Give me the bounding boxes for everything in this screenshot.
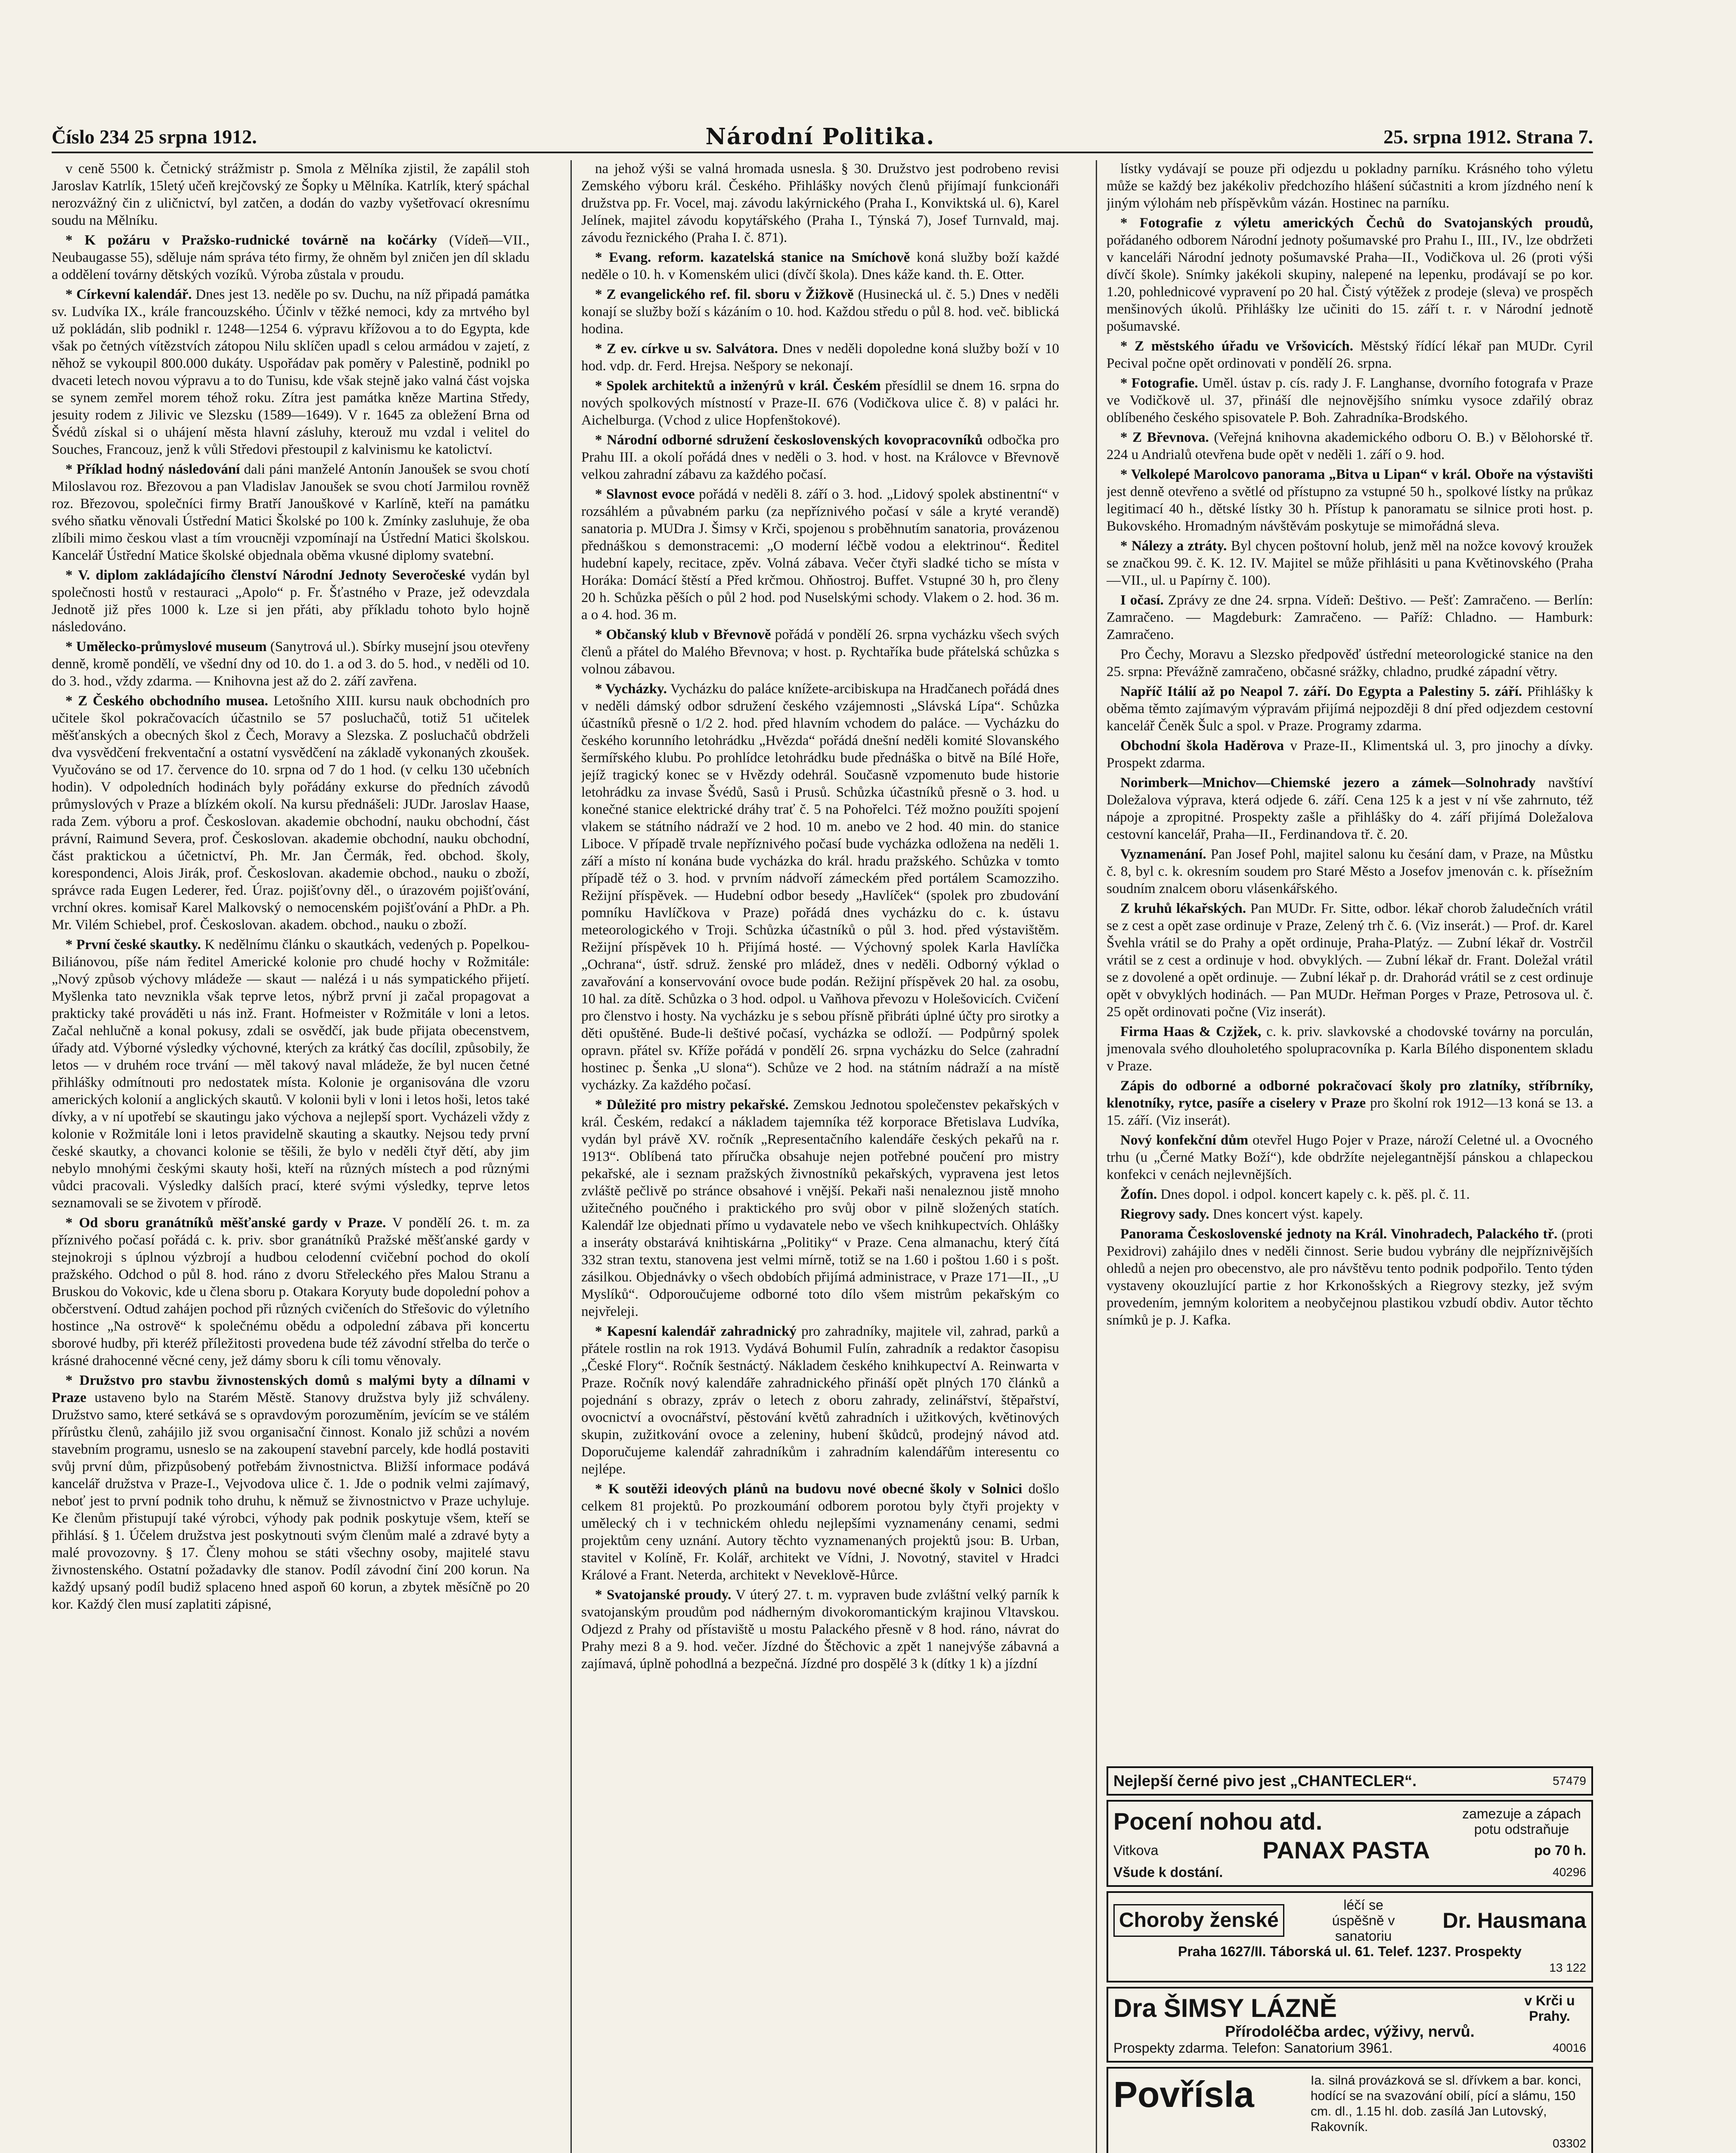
article-paragraph bbox=[1107, 1186, 1593, 1203]
article-paragraph bbox=[581, 160, 1059, 246]
article-heading: * Velkolepé Marolcovo panorama „Bitva u Lipan“ v král. Oboře na výstavišti bbox=[1120, 467, 1593, 482]
article-paragraph bbox=[581, 1480, 1059, 1584]
article-text: V pondělí 26. t. m. za příznivého počasí pořádá c. k. priv. sbor granátníků Pražské měšťanské gardy v stejnokroji s úplnou výzbrojí a hudbou celodenní cvičební pochod do okolí pražského. Odchod o půl 8. hod. ráno z dvoru Střeleckého přes Malou Stranu a Bruskou do Vokovic, kde u člena sboru p. Otakara Koryuty bude dopolední pohov a občerstvení. Odtud zahájen pochod při různých cvičeních do Střešovic do výletního hostince „Na ostrově“ k společnému obědu a odpolední zábava při koncertu sborové hudby, při kteréž příležitosti provedena bude též závodní střelba do terče o krásné drahocenné věcné ceny, jež dámy sboru k cíli tomu věnovaly. bbox=[52, 1215, 530, 1368]
article-text: Pro Čechy, Moravu a Slezsko předpověď ústřední meteorologické stanice na den 25. srpna: Převážně zamračeno, občasné srážky, chladno, prudké západní větry. bbox=[1107, 647, 1593, 679]
article-text: navštíví Doležalova výprava, která odjede 6. září. Cena 125 k a jest v ní vše zahrnuto, též nápoje a zpropitné. Prospekty zašle a přihlášky do 4. září přijímá Doležalova cestovní kancelář, Praha—II., Ferdinandova tř. č. 20. bbox=[1107, 775, 1593, 842]
article-text: K nedělnímu článku o skautkách, vedených p. Popelkou-Biliánovou, píše nám ředitel Americké kolonie pro chudé hochy v Rožmitále: „Nový způsob výchovy mládeže — skaut — nalézá i u nás sympatického přijetí. Myšlenka tato nevznikla však teprve letos, nýbrž první ji začal propagovat a prakticky také prováděti u nás inž. Frant. Hofmeister v Rožmitále v loni a letos. Začal nehlučně a konal pokusy, zdali se osvědčí, jak bude přijata obecenstvem, úřady atd. Výborné výsledky výchovné, kterých za krátký čas docílil, způsobily, že letos — v druhém roce trvání — měl takový naval mládeže, že byl nucen četné přihlášky odmítnouti pro nedostatek místa. Kolonie je organisována dle vzoru amerických kolonií a anglických skautů. V kolonii byli v loni i letos hoši, letos také dívky, a v ní upotřebí se skautingu jako výchova a nejlepší sport. Vycházeli vždy z kolonie v Rožmitále loni i letos pravidelně skauting a skautky. Nejsou tedy první české skautky, a chovanci kolonie se těšili, že bylo v neděli čtyř dětí, aby jim nebylo mnohými českými skauty hoši, kteří na různých místech a pod různými vůdci pracovali. Výsledky dalších prací, které svými výsledky, teprve letos seznamovali se se životem v přírodě. bbox=[52, 937, 530, 1211]
ad-panax-num: 40296 bbox=[1553, 1865, 1586, 1879]
article-paragraph bbox=[52, 461, 530, 564]
article-text: odbočka pro Prahu III. a okolí pořádá dnes v neděli o 3. hod. v host. na Královce v Břevnově velkou zahradní zábavu za každého počasí. bbox=[581, 432, 1059, 482]
ad-simsy-title: Dra ŠIMSY LÁZNĚ bbox=[1113, 1994, 1337, 2023]
article-paragraph bbox=[1107, 1206, 1593, 1223]
ad-povrisla-num: 03302 bbox=[1553, 2137, 1586, 2150]
article-paragraph bbox=[581, 486, 1059, 624]
article-heading: * Spolek architektů a inženýrů v král. Českém bbox=[595, 378, 881, 394]
article-paragraph bbox=[1107, 774, 1593, 843]
article-heading: Zápis do odborné a odborné pokračovací školy pro zlatníky, stříbrníky, klenotníky, rytce, pasíře a ciselery v Praze bbox=[1107, 1078, 1593, 1111]
article-paragraph bbox=[52, 232, 530, 283]
ad-simsy-sub: Přírodoléčba ardec, výživy, nervů. bbox=[1225, 2023, 1475, 2040]
article-text: jest denně otevřeno a světlé od přístupno za vstupné 50 h., spolkové lístky na průkaz legitimací 40 h., dětské lístky 30 h. Přístup k panoramatu se silnice proti host. p. Bukovského. Hromadným návštěvám poskytuje se mimořádná sleva. bbox=[1107, 484, 1593, 534]
article-heading: Norimberk—Mnichov—Chiemské jezero a zámek—Solnohrady bbox=[1120, 775, 1536, 791]
article-paragraph bbox=[581, 249, 1059, 283]
article-text: pořádaného odborem Národní jednoty pošumavské pro Prahu I., III., IV., lze obdržeti v kanceláři Národní jednoty pošumavské Praha—II., Vodičkova ul. 26 (proti výši dívčí škole). Snímky jakékoli skupiny, nalepené na lepenku, prodávají se po kor. 1.20, pohlednicové vypravení po 20 hal. Čistý výtěžek z prodeje (sleva) ve prospěch menšinových úkolů. Přihlášky lze učiniti do 15. září t. r. v Národní jednotě pošumavské. bbox=[1107, 233, 1593, 334]
article-heading: * Evang. reform. kazatelská stanice na Smíchově bbox=[595, 250, 910, 265]
article-heading: * Důležité pro mistry pekařské. bbox=[595, 1097, 789, 1113]
article-heading: I očasí. bbox=[1120, 593, 1164, 608]
article-paragraph bbox=[1107, 1023, 1593, 1075]
article-heading: * Kapesní kalendář zahradnický bbox=[595, 1324, 797, 1339]
masthead-title: Národní Politika. bbox=[705, 123, 935, 150]
ad-panax bbox=[1107, 1800, 1593, 1887]
article-heading: * K soutěži ideových plánů na budovu nové obecné školy v Solnici bbox=[595, 1481, 1023, 1497]
ad-chantecler bbox=[1107, 1766, 1593, 1796]
article-text: Dnes koncert výst. kapely. bbox=[1212, 1207, 1363, 1222]
article-text: pro zahradníky, majitele vil, zahrad, parků a přátele rostlin na rok 1913. Vydává Bohumil Fulín, zahradník a redaktor časopisu „České Flory“. Ročník šestnáctý. Nákladem českého knihkupectví A. Reinwarta v Praze. Ročník nový kalendáře zahradnického přináší opět plných 170 článků a pojednání s obrazy, zpráv o letech z oboru zahrady, zelinářství, štěpařství, ovocnictví a ovocnářství, pěstování květů zahradních i užitkových, květinových skupin, zužitkování ovoce a zeleniny, hubení škůdců, prodejný návod atd. Doporučujeme kalendář zahradníkům i zahradním kalendářům interesentu co nejlépe. bbox=[581, 1324, 1059, 1477]
article-paragraph bbox=[1107, 1077, 1593, 1129]
article-heading: * Církevní kalendář. bbox=[65, 287, 192, 302]
article-text: pro školní rok 1912—13 koná se 13. a 15. září. (Viz inserát). bbox=[1107, 1095, 1593, 1128]
article-heading: * Fotografie z výletu amerických Čechů do Svatojanských proudů, bbox=[1120, 215, 1593, 231]
article-text: Byl chycen poštovní holub, jenž měl na nožce kovový kroužek se značkou 99. č. K. 12. IV. Majitel se může přihlásiti u pana Květinovského (Praha—VII., ul. u Papírny č. 100). bbox=[1107, 538, 1593, 588]
article-heading: Napříč Itálií až po Neapol 7. září. Do Egypta a Palestiny 5. září. bbox=[1120, 684, 1522, 699]
article-text: na jehož výši se valná hromada usnesla. § 30. Družstvo jest podrobeno revisi Zemského výboru král. Českého. Přihlášky nových členů přijímají funkcionáři družstva pp. Fr. Vocel, maj. závodu lakýrnického (Praha I., Konviktská ul. 6), Karel Jelínek, majitel závodu kopytářského (Praha I., Týnská 7), Josef Turnvald, maj. závodu řeznického (Praha I. č. 871). bbox=[581, 161, 1059, 245]
column-3 bbox=[1107, 160, 1593, 2153]
article-heading: Riegrovy sady. bbox=[1120, 1207, 1209, 1222]
issue-number: Číslo 234 25 srpna 1912. bbox=[52, 125, 257, 148]
column-divider bbox=[570, 160, 572, 2153]
ad-simsy-place: v Krči u Prahy. bbox=[1524, 1993, 1575, 2024]
article-text: Uměl. ústav p. cís. rady J. F. Langhanse, dvorního fotografa v Praze ve Vodičkově ul. 37, přináší dle nejnovějšího snímku vysoce zdařilý obraz oblíbeného českého spisovatele P. Boh. Zahradníka-Brodského. bbox=[1107, 375, 1593, 425]
ad-chantecler-text: Nejlepší černé pivo jest „CHANTECLER“. bbox=[1113, 1772, 1417, 1790]
article-paragraph bbox=[1107, 375, 1593, 426]
article-heading: * Umělecko-průmyslové museum bbox=[65, 639, 267, 655]
article-text: vydán byl společnosti hostů v restauraci „Apolo“ p. Fr. Šťastného v Praze, jež odevzdala Jednotě již přes 1000 k. Lze si jen přáti, aby příkladu tohoto bylo hojně následováno. bbox=[52, 568, 530, 635]
article-heading: Obchodní škola Haděrova bbox=[1120, 738, 1284, 754]
article-paragraph bbox=[52, 1372, 530, 1613]
article-text: Pan MUDr. Fr. Sitte, odbor. lékař chorob žaludečních vrátil se z cest a opět zase ordinuje v Praze, Zelený trh č. 6. (Viz inserát.) — Prof. dr. Karel Švehla vrátil se do Prahy a opět ordinuje, Praha-Platýz. — Zubní lékař dr. Vostrčil vrátil se z cest a ordinuje v hod. obvyklých. — Zubní lékař dr. Frant. Doležal vrátil se z dovolené a opět ordinuje. — Zubní lékař p. dr. Drahorád vrátil se z cest ordinuje opět v obvyklých hodinách. — Pan MUDr. Heřman Porges v Praze, Petrosova ul. č. 25 opět ordinovati počne (Viz inserát). bbox=[1107, 901, 1593, 1020]
ad-povrisla-title: Povřísla bbox=[1113, 2074, 1254, 2115]
article-heading: * V. diplom zakládajícího členství Národní Jednoty Severočeské bbox=[65, 568, 465, 583]
article-text: (Husinecká ul. č. 5.) Dnes v neděli konají se služby boží s kázáním o 10. hod. Každou středu o půl 8. hod. več. biblická hodina. bbox=[581, 287, 1059, 337]
ad-simsy-num: 40016 bbox=[1553, 2041, 1586, 2054]
ad-panax-sub: zamezuje a zápach potu odstraňuje bbox=[1462, 1806, 1581, 1837]
page-header bbox=[52, 121, 1593, 153]
article-heading: Vyznamenání. bbox=[1120, 847, 1206, 862]
article-text: (proti Pexidrovi) zahájilo dnes v neděli činnost. Serie budou vybrány dle nejpříznivějších ohledů a nejen pro obecenstvo, ale pro návštěvu tento podnik podpořilo. Tento týden vystaveny okouzlující partie z hor Krkonošských a Riegrovy stezky, jež svým provedením, jemným koloritem a neobyčejnou plastikou vzbudí obdiv. Autor těchto snímků je p. J. Kafka. bbox=[1107, 1226, 1593, 1328]
article-heading: * První české skautky. bbox=[65, 937, 201, 952]
article-paragraph bbox=[1107, 683, 1593, 735]
article-heading: Z kruhů lékařských. bbox=[1120, 901, 1246, 916]
article-paragraph bbox=[52, 692, 530, 934]
article-text: Dnes v neděli dopoledne koná služby boží v 10 hod. vdp. dr. Ferd. Hrejsa. Nešpory se nekonají. bbox=[581, 341, 1059, 374]
article-paragraph bbox=[52, 567, 530, 636]
article-paragraph bbox=[1107, 1132, 1593, 1183]
article-heading: * Z ev. církve u sv. Salvátora. bbox=[595, 341, 778, 357]
ad-panax-product: PANAX PASTA bbox=[1262, 1837, 1430, 1864]
ad-hausmann-name: Dr. Hausmana bbox=[1442, 1908, 1586, 1933]
article-heading: * Z Břevnova. bbox=[1120, 430, 1209, 445]
article-paragraph bbox=[1107, 592, 1593, 643]
ad-hausmann-sub: léčí se úspěšně v sanatoriu bbox=[1332, 1897, 1395, 1944]
ad-simsy bbox=[1107, 1987, 1593, 2063]
article-heading: Žofín. bbox=[1120, 1187, 1157, 1202]
article-paragraph bbox=[52, 936, 530, 1212]
article-paragraph bbox=[1107, 1225, 1593, 1329]
article-heading: Nový konfekční dům bbox=[1120, 1132, 1249, 1148]
article-paragraph bbox=[1107, 900, 1593, 1021]
article-paragraph bbox=[1107, 214, 1593, 335]
article-text: pořádá v pondělí 26. srpna vycházku všech svých členů a přátel do Malého Břevnova; v host. p. Rychtaříka bude přátelská schůzka s volnou zábavou. bbox=[581, 627, 1059, 677]
ad-hausmann-title: Choroby ženské bbox=[1113, 1904, 1284, 1937]
article-paragraph bbox=[581, 1323, 1059, 1478]
article-heading: * Z evangelického ref. fil. sboru v Žižkově bbox=[595, 287, 854, 302]
article-text: dali páni manželé Antonín Janoušek se svou chotí Miloslavou roz. Březovou a pan Vladislav Janoušek se svou chotí Jarmilou rovněž roz. Březovou, společníci firmy Bratří Janouškové v Karlíně, kteří na památku svého sňatku věnovali Ústřední Matici Školské po 100 k. Zmínky zasluhuje, že oba zlíbili mimo českou vlast a tím vroucněji vzpomínají na Ústřední Matici školskou. Kancelář Ústřední Matice školské objednala oběma vkusné diplomy svatební. bbox=[52, 462, 530, 563]
article-text: přesídlil se dnem 16. srpna do nových spolkových místností v Praze-II. 676 (Vodičkova ulice č. 8) v paláci hr. Aichelburga. (Vchod z ulice Hopfenštokové). bbox=[581, 378, 1059, 428]
article-text: otevřel Hugo Pojer v Praze, nároží Celetné ul. a Ovocného trhu (u „Černé Matky Boží“), kde obdržíte nejelegantnější pánskou a chlapeckou konfekci v cenách nejlevnějších. bbox=[1107, 1132, 1593, 1182]
article-text: v Praze-II., Klimentská ul. 3, pro jinochy a dívky. Prospekt zdarma. bbox=[1107, 738, 1593, 771]
article-heading: * Slavnost evoce bbox=[595, 487, 695, 502]
article-heading: * Občanský klub v Břevnově bbox=[595, 627, 771, 642]
date-page: 25. srpna 1912. Strana 7. bbox=[1383, 125, 1593, 148]
article-text: Letošního XIII. kursu nauk obchodních pro učitele škol pokračovacích účastnilo se 57 posluchačů, totiž 51 učitelek měšťanských a obecných škol z Čech, Moravy a Slezska. Z posluchačů obdrželi dva vysvědčení frekventační a ostatní vysvědčení na základě vykonaných zkoušek. Vyučováno se od 17. července do 10. srpna od 7 do 1 hod. (v celku 130 učebních hodin). V odpoledních hodinách byly pořádány exkurse do předních závodů průmyslových v Praze a blízkém okolí. Na kursu přednášeli: JUDr. Jaroslav Haase, rada Zem. výboru a prof. Českoslovan. akademie obchodní, nauku obchodní, část právní, Raimund Severa, prof. Českoslovan. akademie obchodní, nauku obchodní, část praktickou a účetnictví, Ph. Mr. Jan Čermák, řed. obchod. školy, korespondenci, Alois Jirák, prof. Českoslovan. akademie obchod., nauku o zboží, správce rada Eugen Lederer, řed. Úraz. pojišťovny děl., o úrazovém pojišťování, vrchní okres. komisař Karel Malkovský o nemocenském pojišťování a PhDr. a Ph. Mr. Vilém Schiebel, prof. Českoslovan. akadem. obchod., nauku o zboží. bbox=[52, 693, 530, 933]
article-paragraph bbox=[581, 1096, 1059, 1320]
article-paragraph bbox=[1107, 846, 1593, 897]
article-paragraph bbox=[581, 431, 1059, 483]
article-heading: * Fotografie. bbox=[1120, 375, 1198, 391]
article-heading: * Z Českého obchodního musea. bbox=[65, 693, 268, 709]
article-text: Přihlášky k oběma těmto zajímavým výpravám přijímá nejpozději 8 dní před odjezdem cestovní kancelář Čeněk Šulc a spol. v Praze. Programy zdarma. bbox=[1107, 684, 1593, 734]
article-paragraph bbox=[581, 626, 1059, 678]
article-text: ustaveno bylo na Starém Městě. Stanovy družstva byly již schváleny. Družstvo samo, které setkává se s opravdovým porozuměním, jevícím se ve stálém přírůstku členů, zahájilo již svou organisační činnost. Konalo již schůzi a novém stavebním programu, usneslo se na zakoupení stavební parcely, kde hodlá postaviti svůj první dům, přizpůsobený potřebám živnostnictva. Bližší informace podává kancelář družstva v Praze-I., Vejvodova ulice č. 1. Jde o podnik velmi zajímavý, neboť jest to první podnik toho druhu, k němuž se živnostnictvo v Praze uchyluje. Ke členům přistupují také výrobci, výhody pak podnik poskytuje všem, kteří se přihlásí. § 1. Účelem družstva jest poskytnouti svým členům malé a zdravé byty a malé provozovny. § 17. Členy mohou se státi všechny osoby, majitelé stavu živnostenského. Ostatní požadavky dle stanov. Podíl závodní činí 200 korun. Na každý upsaný podíl budiž splaceno hned aspoň 60 korun, a zbytek měsíčně po 20 kor. Každý člen musí zaplatiti zápisné, bbox=[52, 1390, 530, 1612]
ad-panax-availability: Všude k dostání. bbox=[1113, 1864, 1223, 1880]
article-text: Vycházku do paláce knížete-arcibiskupa na Hradčanech pořádá dnes v neděli dámský odbor sdružení českého vzájemnosti „Slávská Lípa“. Schůzka účastníků přesně o 1/2 2. hod. před hlavním vchodem do paláce. — Vycházku do českého korunního letohrádku „Hvězda“ pořádá dnešní neděli komité Slovanského šermířského klubu. Po prohlídce letohrádku bude přednáška o bitvě na Bílé Hoře, jejíž tragický konec se v Hvězdy odehrál. Současně vzpomenuto bude historie letohrádku za invase Švédů, Sasů i Prusů. Schůzka účastníků přesně o 3. hod. u konečné stanice elektrické dráhy trať č. 5 na Pohořelci. Též možno použíti spojení vlakem se státního nádraží ve 2 hod. 10 m. anebo ve 2 hod. 40 min. do stanice Liboce. V případě trvale nepříznivého počasí bude vycházka odložena na neděli 1. září a místo ní konána bude vycházka do král. hradu pražského. Schůzka v tomto případě též o 3. hod. v prvním nádvoří zámeckém před portálem Scamozziho. Režijní příspěvek. — Hudební odbor besedy „Havlíček“ (spolek pro zbudování pomníku Havlíčkova v Praze) pořádá dnes vycházku do c. k. ústavu meteorologického v Troji. Schůzka účastníků o půl 3. hod. před výstavištěm. Režijní příspěvek 10 h. Přijímá hosté. — Výchovný spolek Karla Havlíčka „Ochrana“, ústř. sdruž. ženské pro mládež, dnes v neděli. Odborný výklad o zavařování a konservování ovoce bude podán. Režijní příspěvek 20 hal. za osobu, 10 hal. za dítě. Schůzka o 3 hod. odpol. u Vaňhova převozu v Holešovicích. Cvičení pro členstvo i hosty. Na vycházku je s sebou přísně přibráti úplné účty pro sirotky a děti opuštěné. Bude-li deštivé počasí, vycházka se odloží. — Podpůrný spolek opravn. přátel sv. Kříže pořádá v pondělí 26. srpna vycházku do Selce (zahradní hostinec p. Šenka „U slona“). Schůze ve 2 hod. na státním nádraží a na místě vycházky. Za každého počasí. bbox=[581, 681, 1059, 1093]
article-text: Zprávy ze dne 24. srpna. Vídeň: Deštivo. — Pešť: Zamračeno. — Berlín: Zamračeno. — Magdeburk: Zamračeno. — Paříž: Chladno. — Hamburk: Zamračeno. bbox=[1107, 593, 1593, 642]
ad-hausmann-address: Praha 1627/II. Táborská ul. 61. Telef. 1237. Prospekty bbox=[1178, 1944, 1522, 1959]
article-paragraph bbox=[581, 286, 1059, 338]
article-paragraph bbox=[1107, 338, 1593, 372]
article-text: lístky vydávají se pouze při odjezdu u pokladny parníku. Krásného toho výletu může se každý bez jakékoliv předchozího hlášení súčastniti a krom jízdného není k jiným výlohám neb příspěvkům vázán. Hostinec na parníku. bbox=[1107, 161, 1593, 211]
article-text: (Veřejná knihovna akademického odboru O. B.) v Bělohorské tř. 224 u Andrialů otevřena bude opět v neděli 1. září o 9. hod. bbox=[1107, 430, 1593, 462]
article-heading: Firma Haas & Czjžek, bbox=[1120, 1024, 1262, 1039]
article-paragraph bbox=[581, 377, 1059, 429]
article-paragraph bbox=[1107, 537, 1593, 589]
article-text: pořádá v neděli 8. září o 3. hod. „Lidový spolek abstinentní“ v rozsáhlém a půvabném parku (za nepříznivého počasí v sále a kryté verandě) sanatoria p. MUDra J. Šimsy v Krči, spojenou s proběhnutím sanatoria, provázenou přednáškou s demonstracemi: „O moderní léčbě vodou a elektrinou“. Ředitel hudební kapely, recitace, zpěv. Volná zábava. Večer čtyři sladké ticho se místa v Horáka: Domácí štěstí a Před krčmou. Ohňostroj. Buffet. Vstupné 30 h, pro členy 20 h. Schůzka pěších o půl 2 hod. pod Nuselskými schody. Vlakem o 2. hod. 36 m. a o 4. hod. 36 m. bbox=[581, 487, 1059, 623]
article-heading: * Národní odborné sdružení československých kovopracovníků bbox=[595, 432, 983, 448]
article-paragraph bbox=[581, 340, 1059, 375]
article-paragraph bbox=[52, 160, 530, 229]
ad-chantecler-num: 57479 bbox=[1553, 1774, 1586, 1787]
article-paragraph bbox=[1107, 429, 1593, 463]
article-paragraph bbox=[52, 1214, 530, 1369]
article-text: Dnes dopol. i odpol. koncert kapely c. k. pěš. pl. č. 11. bbox=[1160, 1187, 1470, 1202]
ad-povrisla-text: Ia. silná provázková se sl. dřívkem a bar. konci, hodící se na svazování obilí, pící a slámu, 150 cm. dl., 1.15 hl. dob. zasílá Jan Lutovský, Rakovník. bbox=[1311, 2073, 1581, 2134]
article-paragraph bbox=[581, 1586, 1059, 1672]
ad-panax-price: po 70 h. bbox=[1534, 1843, 1586, 1858]
article-heading: * Družstvo pro stavbu živnostenských domů s malými byty a dílnami v Praze bbox=[52, 1373, 530, 1405]
article-paragraph bbox=[1107, 737, 1593, 772]
ad-panax-headline: Pocení nohou atd. bbox=[1113, 1808, 1323, 1835]
article-heading: Panorama Československé jednoty na Král. Vinohradech, Palackého tř. bbox=[1120, 1226, 1558, 1242]
article-paragraph bbox=[1107, 466, 1593, 535]
article-paragraph bbox=[52, 638, 530, 690]
article-text: (Vídeň—VII., Neubaugasse 55), sděluje nám správa této firmy, že ohněm byl zničen jen díl skladu a oddělení továrny dětských vozíků. Výroba zůstala v proudu. bbox=[52, 233, 530, 282]
article-paragraph bbox=[1107, 160, 1593, 212]
ad-hausmann-num: 13 122 bbox=[1549, 1961, 1586, 1974]
article-heading: * K požáru v Pražsko-rudnické továrně na kočárky bbox=[65, 233, 437, 248]
article-paragraph bbox=[1107, 646, 1593, 680]
article-text: (Sanytrová ul.). Sbírky musejní jsou otevřeny denně, kromě pondělí, ve všední dny od 10. do 1. a od 3. do 5. hod., v neděli od 10. do 3. hod., vždy zdarma. — Knihovna jest až do 2. září zavřena. bbox=[52, 639, 530, 689]
article-text: došlo celkem 81 projektů. Po prozkoumání odborem porotou byly čtyři projekty v umělecký ch i v technickém ohledu nejlepšími vyznamenány cenami, sedmi projektům ceny uznání. Autory těchto vyznamenaných projektů jsou: B. Urban, stavitel v Kolíně, Fr. Kolář, architekt ve Vídni, J. Novotný, stavitel v Hradci Králové a Frant. Neterda, architekt v Neveklově-Hůrce. bbox=[581, 1481, 1059, 1583]
article-heading: * Z městského úřadu ve Vršovicích. bbox=[1120, 338, 1354, 354]
article-text: Pan Josef Pohl, majitel salonu ku česání dam, v Praze, na Můstku č. 8, byl c. k. okresním soudem pro Staré Město a Josefov jmenován c. k. přísežním soudním znalcem oboru vlásenkářského. bbox=[1107, 847, 1593, 897]
column-2 bbox=[581, 160, 1059, 2153]
article-text: Zemskou Jednotou společenstev pekařských v král. Českém, redakcí a nákladem tajemníka též korporace Břetislava Ludvíka, vydán byl právě XV. ročník „Representačního kalendáře českých pekařů na r. 1913“. Oblíbená tato příručka obsahuje nejen potřebné poučení pro mistry pekařské, ale i seznam pražských živnostníků pekařských, vypravena jest letos zvláště pečlivě po stránce obsahové i vnější. Pekaři naši nenaleznou jistě mnoho užitečného poučného i praktického pro svůj obor v pilně složených statích. Kalendář lze objednati přímo u vydavatele nebo ve všech knihkupectvích. Ohlášky a inseráty obstarává knihtiskárna „Politiky“ v Praze. Cena almanachu, který čítá 332 stran textu, stanovena jest velmi mírně, totiž se na 1.60 i poštou 1.60 i s pošt. zásilkou. Objednávky o všech obdobích přijímá administrace, v Praze 171—II., „U Myslíků“. Odporoučujeme odborné toto dílo všem mistrům pekařským co nejvřeleji. bbox=[581, 1097, 1059, 1319]
article-text: Městský řídící lékař pan MUDr. Cyril Pecival počne opět ordinovati v pondělí 26. srpna. bbox=[1107, 338, 1593, 371]
column-divider bbox=[1096, 160, 1097, 2153]
article-heading: * Příklad hodný následování bbox=[65, 462, 240, 477]
ad-panax-brand: Vitkova bbox=[1113, 1843, 1159, 1858]
article-text: koná služby boží každé neděle o 10. h. v Komenském ulici (dívčí škola). Dnes káže kand. th. E. Otter. bbox=[581, 250, 1059, 282]
article-text: c. k. priv. slavkovské a chodovské továrny na porculán, jmenovala svého dlouholetého spolupracovníka p. Karla Bílého disponentem skladu v Praze. bbox=[1107, 1024, 1593, 1074]
article-heading: * Vycházky. bbox=[595, 681, 667, 697]
article-heading: * Nálezy a ztráty. bbox=[1120, 538, 1227, 554]
ad-povrisla bbox=[1107, 2067, 1593, 2153]
column-3-articles bbox=[1107, 160, 1593, 1762]
ad-hausmann bbox=[1107, 1891, 1593, 1982]
article-heading: * Od sboru granátníků měšťanské gardy v Praze. bbox=[65, 1215, 386, 1231]
column-1 bbox=[52, 160, 530, 2153]
article-text: v ceně 5500 k. Četnický strážmistr p. Smola z Mělníka zjistil, že zapálil stoh Jaroslav Katrlík, 15letý učeň krejčovský ze Šopky u Mělníka. Katrlík, který spáchal nerozvážný čin z uličnictví, byl zatčen, a dodán do vazby vyšetřovací okresnímu soudu na Mělníku. bbox=[52, 161, 530, 228]
article-text: V úterý 27. t. m. vypraven bude zvláštní velký parník k svatojanským proudům pod nádherným divokoromantickým krajinou Vltavskou. Odjezd z Prahy od přístaviště u mostu Palackého přesně v 8 hod. ráno, návrat do Prahy mezi 8 a 9. hod. večer. Jízdné do Štěchovic a zpět 1 nanejvýše zábavná a zajímavá, úplně pohodlná a bezpečná. Jízdné pro dospělé 3 k (dítky 1 k) a jízdní bbox=[581, 1587, 1059, 1672]
article-paragraph bbox=[52, 286, 530, 458]
article-heading: * Svatojanské proudy. bbox=[595, 1587, 732, 1603]
article-text: Dnes jest 13. neděle po sv. Duchu, na níž připadá památka sv. Ludvíka IX., krále francouzského. Účinlv v těžké nemoci, kdy za mrtvého byl už pokládán, slib podnikl r. 1248—1254 6. výpravu křížovou a to do Egypta, kde však po četných vítězstvích zátopou Nilu sklíčen upadl s celou armádou v zajetí, z něhož se vykoupil 800.000 dukáty. Uspořádav pak poměry v Palestině, podnikl po dvaceti letech novou výpravu a to do Tunisu, kde však stejně jako valná část vojska se synem zemřel morem téhož roku. Zítra jest památka kněze Martina Středy, jesuity rodem z Jilivic ve Slezsku (1589—1649). V r. 1645 za obležení Brna od Švédů získal si o uhájení města hlavní zásluhy, kterouž mu vzdal i velitel do Souches, Francouz, jenž k vůli Středovi přestoupil z kalvinismu ke katolictví. bbox=[52, 287, 530, 457]
article-paragraph bbox=[581, 680, 1059, 1094]
ad-simsy-contact: Prospekty zdarma. Telefon: Sanatorium 3961. bbox=[1113, 2040, 1393, 2056]
